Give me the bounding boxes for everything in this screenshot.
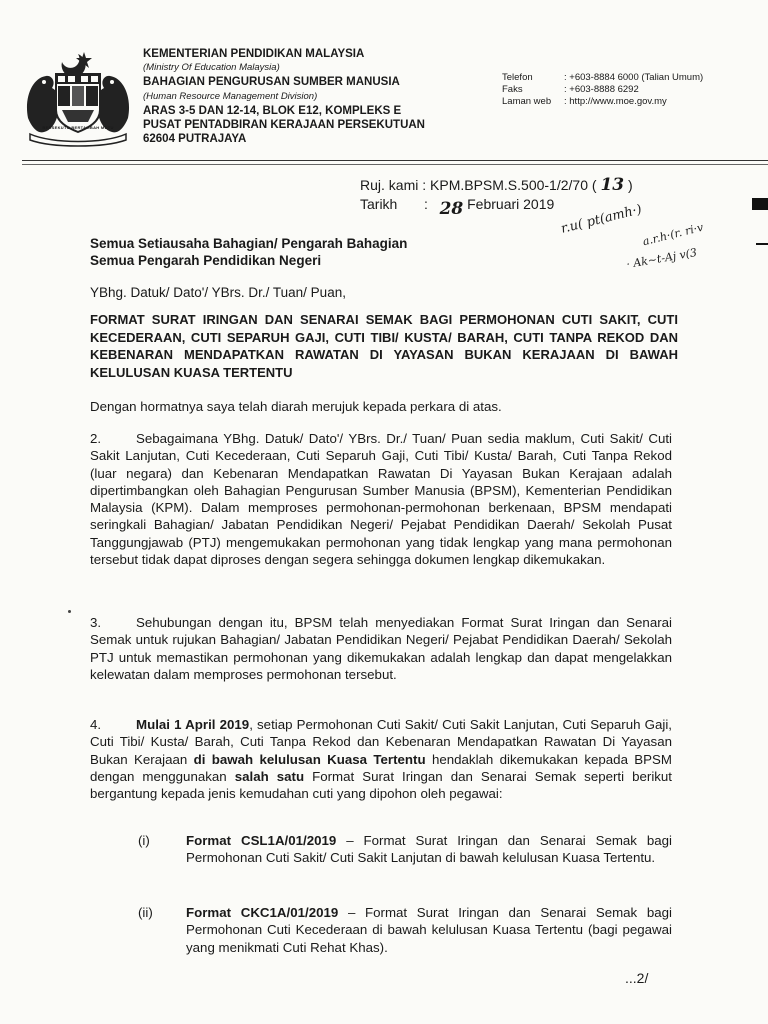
list-item <box>138 832 672 867</box>
reference-number: KPM.BPSM.S.500-1/2/70 ( <box>430 177 597 193</box>
paragraph-text: Sebagaimana YBhg. Datuk/ Dato'/ YBrs. Dr./ Tuan/ Puan sedia maklum, Cuti Sakit/ Cuti Sakit Lanjutan, Cuti Kecederaan, Cuti Separuh Gaji, Cuti Tibi/ Kusta/ Barah, Cuti Tanpa Rekod (luar negara) dan Kebenaran Mendapatkan Rawatan Di Yayasan Bukan Kerajaan adalah dipertimbangkan oleh Bahagian Pengurusan Sumber Manusia (BPSM), Kementerian Pendidikan Malaysia (KPM). Dalam memproses permohonan-permohonan berkenaan, BPSM mendapati seringkali Bahagian/ Jabatan Pendidikan Negeri/ Pejabat Pendidikan Daerah/ Sekolah Pusat Tanggungjawab (PTJ) mengemukakan permohonan yang tidak lengkap yang mana permohonan tersebut tidak dapat diproses dengan segera sehingga dokumen lengkap dikemukakan. <box>90 431 672 568</box>
paragraph-2 <box>90 430 672 568</box>
list-item <box>138 904 672 956</box>
annotation-line-3: · Ak~t-Aj v(3 <box>625 245 698 272</box>
list-item-index: (ii) <box>138 905 153 920</box>
format-description: – Format Surat Iringan dan Senarai Semak bagi Permohonan Cuti Kecederaan di bawah kelulusan Kuasa Tertentu (bagi pegawai yang menikmati Cuti Rehat Khas). <box>186 905 673 955</box>
paragraph-text: Format Surat Iringan dan Senarai Semak seperti berikut bergantung kepada jenis kemudahan cuti yang dipohon oleh pegawai: <box>90 768 673 802</box>
date-label: Tarikh <box>360 196 398 212</box>
letterhead-organisation <box>143 47 473 146</box>
paragraph-number: 4. <box>90 717 102 732</box>
contact-value: : http://www.moe.gov.my <box>564 96 667 107</box>
ministry-name: KEMENTERIAN PENDIDIKAN MALAYSIA <box>143 48 365 60</box>
letter-subject: FORMAT SURAT IRINGAN DAN SENARAI SEMAK BAGI PERMOHONAN CUTI SAKIT, CUTI KECEDERAAN, CUTI SEPARUH GAJI, CUTI TIBI/ KUSTA/ BARAH, CUTI TANPA REKOD DAN KEBENARAN MENDAPATKAN RAWATAN DI YAYASAN BUKAN KERAJAAN DI BAWAH KELULUSAN KUASA TERTENTU <box>90 312 678 380</box>
ministry-name-english: (Ministry Of Education Malaysia) <box>143 62 280 74</box>
annotation-line-1: r.u( pt(amh·) <box>559 202 644 237</box>
letterhead-contact <box>502 72 703 108</box>
contact-label: Faks <box>502 84 523 95</box>
date-value: Februari 2019 <box>467 196 555 212</box>
contact-website <box>502 96 703 108</box>
header-divider <box>22 160 768 161</box>
paragraph-3 <box>90 614 672 683</box>
crest-motto: BERSEKUTU BERTAMBAH MUTU <box>42 125 114 130</box>
format-code: Format CKC1A/01/2019 <box>186 905 339 920</box>
scan-edge-mark <box>756 243 768 245</box>
page-continuation: ...2/ <box>625 970 649 986</box>
contact-fax <box>502 84 703 96</box>
scan-speck <box>68 610 71 613</box>
handwritten-annotation <box>560 200 750 280</box>
paragraph-bold-one: salah satu <box>234 768 305 784</box>
format-code: Format CSL1A/01/2019 <box>186 833 337 848</box>
paragraph-bold-authority: di bawah kelulusan Kuasa Tertentu <box>193 751 426 767</box>
salutation: YBhg. Datuk/ Dato'/ YBrs. Dr./ Tuan/ Puan, <box>90 285 346 300</box>
reference-close: ) <box>628 177 633 193</box>
division-name-english: (Human Resource Management Division) <box>143 90 318 102</box>
addressee-line: Semua Setiausaha Bahagian/ Pengarah Bahagian <box>90 236 408 251</box>
contact-telephone <box>502 72 703 84</box>
annotation-line-2: a.r.h·(r. ri·v <box>641 220 705 249</box>
addressee-line: Semua Pengarah Pendidikan Negeri <box>90 253 322 268</box>
scan-edge-mark <box>752 198 768 210</box>
reference-handwritten-number: 13 <box>600 175 625 195</box>
address-line-1: ARAS 3-5 DAN 12-14, BLOK E12, KOMPLEKS E <box>143 104 402 117</box>
address-line-2: PUSAT PENTADBIRAN KERAJAAN PERSEKUTUAN <box>143 119 425 132</box>
contact-value: : +603-8884 6000 (Talian Umum) <box>564 72 704 83</box>
paragraph-number: 2. <box>90 431 102 446</box>
date-handwritten-day: 28 <box>439 199 464 219</box>
contact-label: Laman web <box>502 96 552 107</box>
paragraph-number: 3. <box>90 615 102 630</box>
addressee-block <box>90 235 407 269</box>
date-colon: : <box>424 196 428 212</box>
contact-value: : +603-8888 6292 <box>564 84 639 95</box>
list-item-text <box>186 904 672 956</box>
reference-label: Ruj. kami : <box>360 177 427 193</box>
paragraph-1: Dengan hormatnya saya telah diarah merujuk kepada perkara di atas. <box>90 399 502 414</box>
reference-number-row <box>360 176 633 195</box>
address-line-3: 62604 PUTRAJAYA <box>143 133 247 146</box>
paragraph-bold-date: Mulai 1 April 2019 <box>136 717 250 732</box>
list-item-text <box>186 832 672 867</box>
paragraph-text: , setiap Permohonan Cuti Sakit/ Cuti Sakit Lanjutan, Cuti Separuh Gaji, Cuti Tibi/ Kusta/ Barah, Cuti Tanpa Rekod dan Kebenaran Mendapatkan Rawatan Di Yayasan Bukan Kerajaan <box>90 717 672 767</box>
list-item-index: (i) <box>138 833 150 848</box>
contact-label: Telefon <box>502 72 533 83</box>
header-divider-secondary <box>22 164 768 165</box>
malaysia-coat-of-arms-icon <box>22 48 134 148</box>
paragraph-4 <box>90 716 672 802</box>
division-name: BAHAGIAN PENGURUSAN SUMBER MANUSIA <box>143 76 400 89</box>
format-description: – Format Surat Iringan dan Senarai Semak bagi Permohonan Cuti Sakit/ Cuti Sakit Lanjutan di bawah kelulusan Kuasa Tertentu. <box>186 833 672 866</box>
paragraph-text: hendaklah dikemukakan kepada BPSM dengan menggunakan <box>90 751 672 784</box>
paragraph-text: Sehubungan dengan itu, BPSM telah menyediakan Format Surat Iringan dan Senarai Semak untuk rujukan Bahagian/ Jabatan Pendidikan Negeri/ Pejabat Pendidikan Daerah/ Sekolah PTJ untuk memastikan permohonan yang dikemukakan adalah lengkap dan dapat mengelakkan kelewatan dalam memproses permohonan tersebut. <box>90 615 672 682</box>
